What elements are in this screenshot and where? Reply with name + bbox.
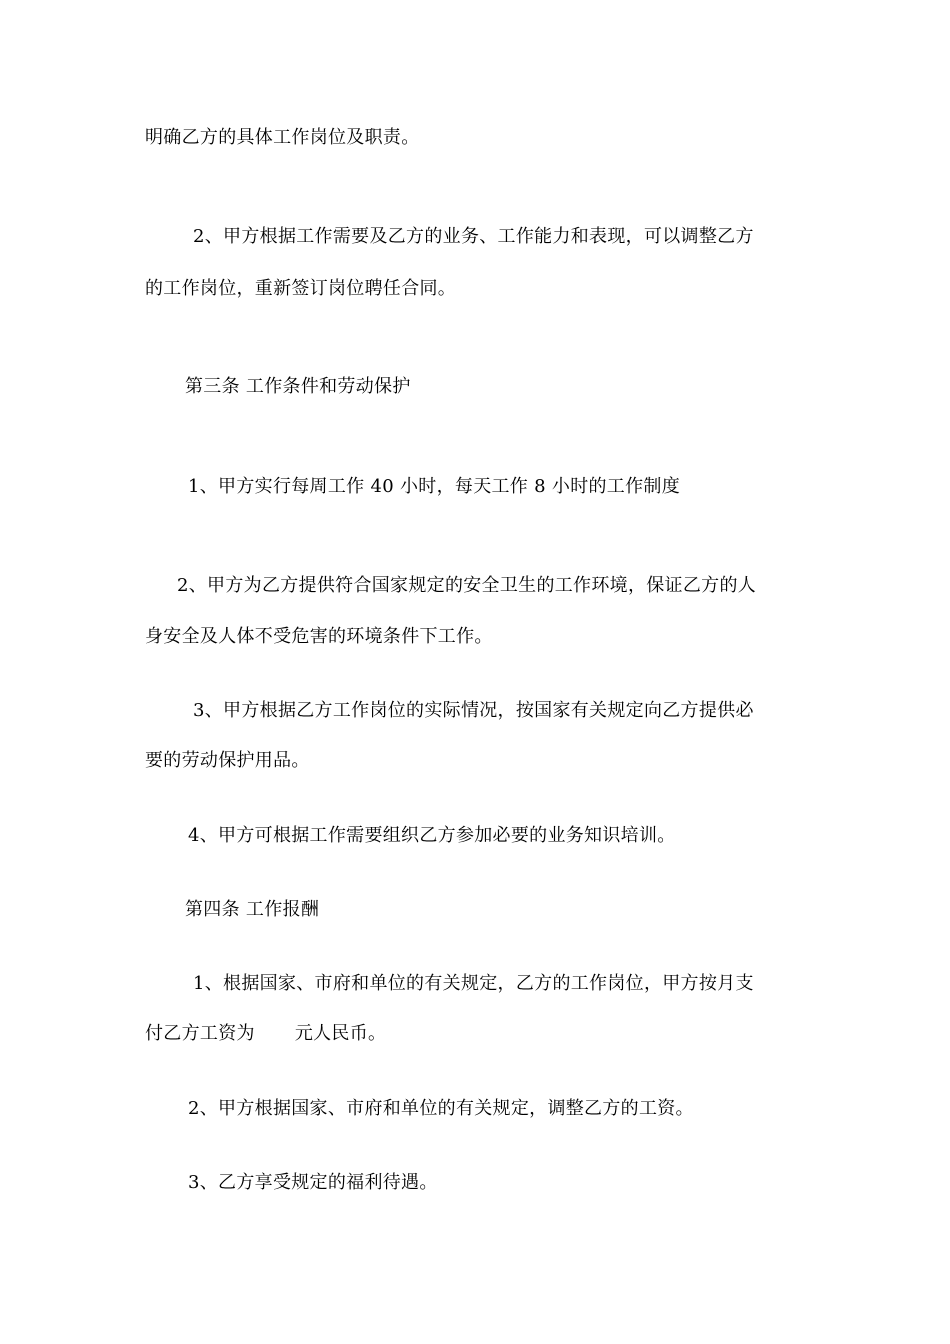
paragraph-line: 4、甲方可根据工作需要组织乙方参加必要的业务知识培训。 xyxy=(188,825,676,846)
paragraph-line: 3、乙方享受规定的福利待遇。 xyxy=(188,1172,438,1193)
paragraph-line: 2、甲方为乙方提供符合国家规定的安全卫生的工作环境，保证乙方的人 xyxy=(177,575,757,596)
paragraph-line: 1、根据国家、市府和单位的有关规定，乙方的工作岗位，甲方按月支 xyxy=(193,973,754,994)
paragraph-line: 2、甲方根据国家、市府和单位的有关规定，调整乙方的工资。 xyxy=(188,1098,694,1119)
paragraph-line: 明确乙方的具体工作岗位及职责。 xyxy=(145,127,420,148)
salary-text-before: 付乙方工资为 xyxy=(145,1023,255,1044)
paragraph-line: 的工作岗位，重新签订岗位聘任合同。 xyxy=(145,278,457,299)
section-heading: 第三条 工作条件和劳动保护 xyxy=(185,376,411,397)
salary-line xyxy=(145,1023,386,1045)
paragraph-line: 身安全及人体不受危害的环境条件下工作。 xyxy=(145,626,493,647)
paragraph-line: 2、甲方根据工作需要及乙方的业务、工作能力和表现，可以调整乙方 xyxy=(193,226,754,247)
section-heading: 第四条 工作报酬 xyxy=(185,899,320,920)
paragraph-line: 1、甲方实行每周工作 40 小时，每天工作 8 小时的工作制度 xyxy=(188,476,680,497)
paragraph-line: 要的劳动保护用品。 xyxy=(145,750,310,771)
salary-text-after: 元人民币。 xyxy=(294,1023,387,1044)
paragraph-line: 3、甲方根据乙方工作岗位的实际情况，按国家有关规定向乙方提供必 xyxy=(193,700,754,721)
